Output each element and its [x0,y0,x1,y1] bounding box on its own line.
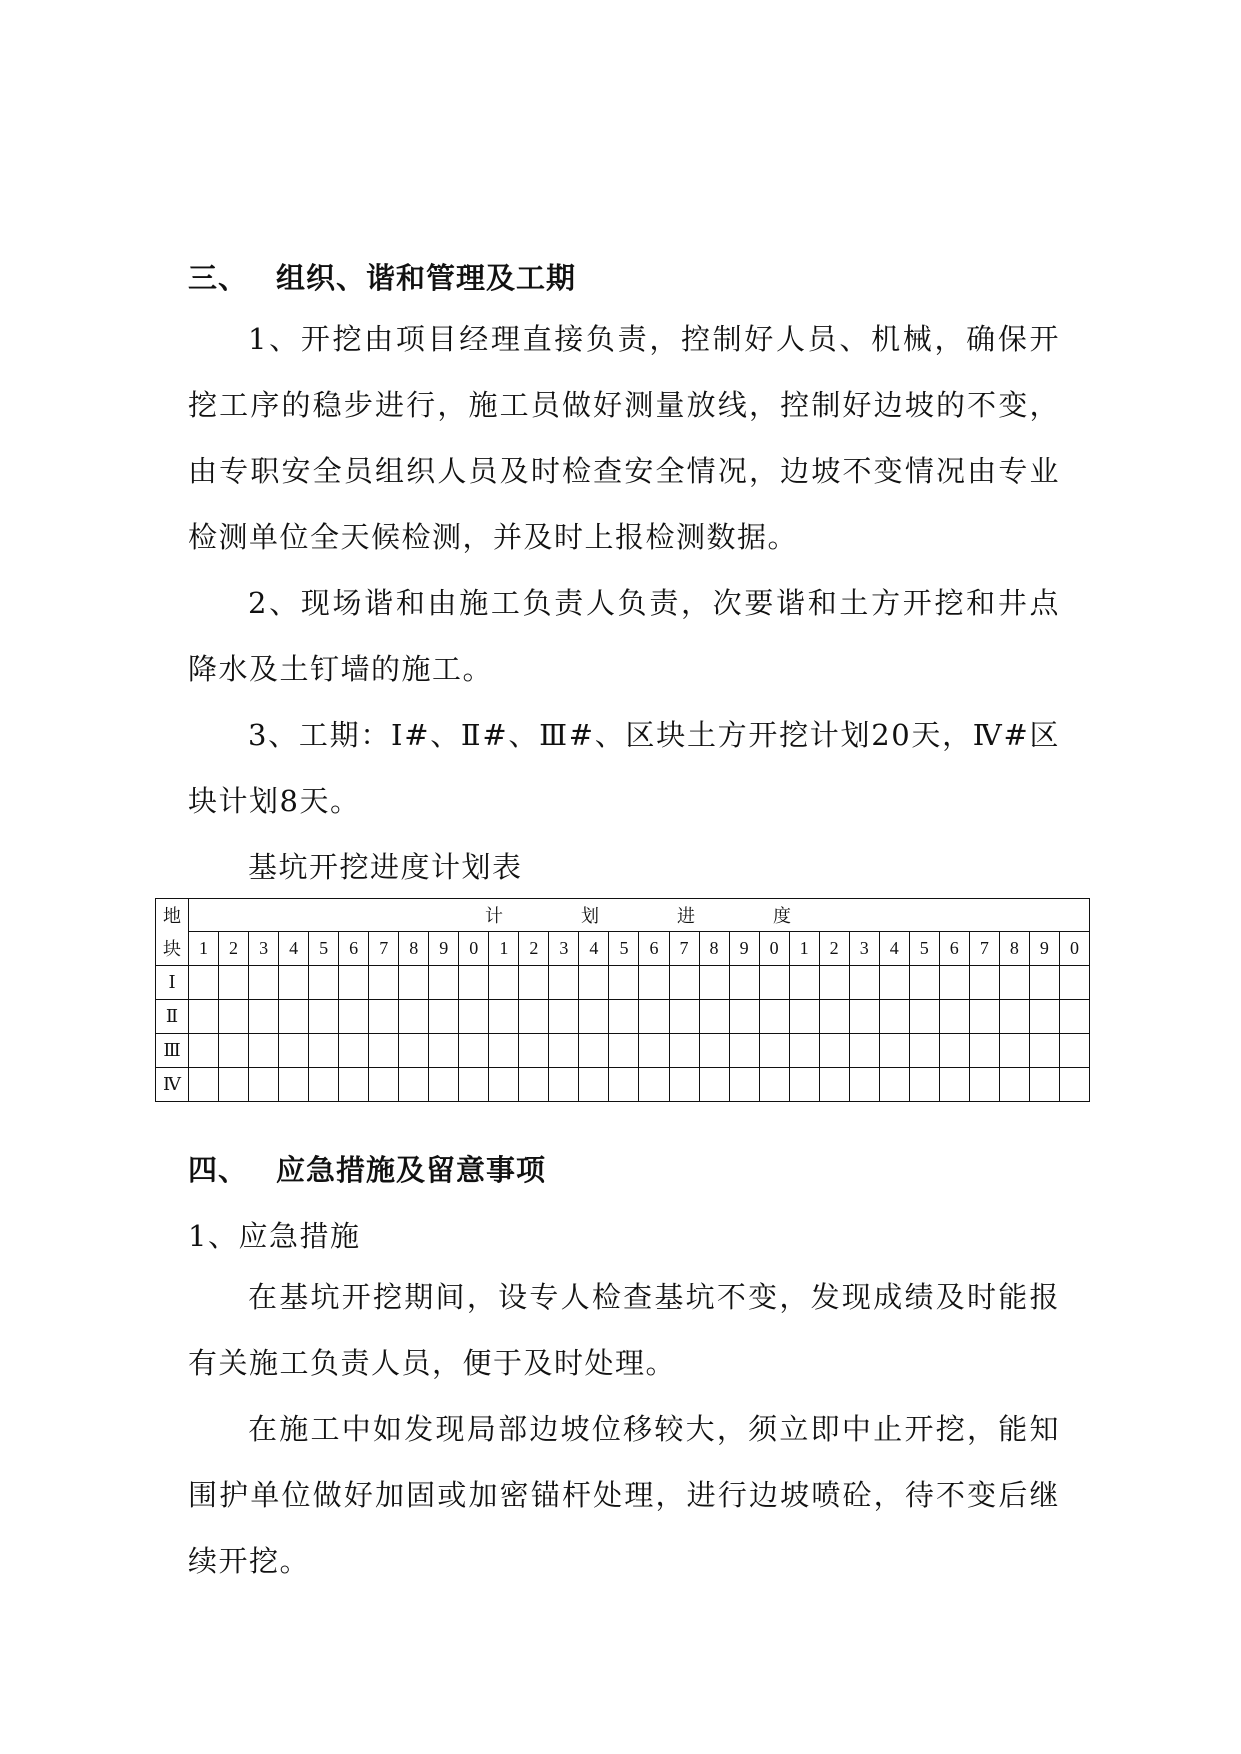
section-3-paragraph-2: 2、现场谐和由施工负责人负责，次要谐和土方开挖和井点降水及土钉墙的施工。 [188,586,1060,686]
day-cell: 0 [1059,932,1089,966]
block-label-top: 地 [156,899,189,932]
day-cell: 3 [549,932,579,966]
section-4-paragraph-2: 在施工中如发现局部边坡位移较大，须立即中止开挖，能知围护单位做好加固或加密锚杆处理，进行边坡喷砼，待不变后继续开挖。 [188,1412,1060,1578]
section-4-title: 应急措施及留意事项 [276,1153,547,1187]
block-row-label: Ⅱ [156,1000,189,1034]
day-cell: 9 [429,932,459,966]
day-cell: 1 [489,932,519,966]
schedule-table [155,898,1090,1102]
block-row-3 [156,1034,1090,1068]
block-row-1 [156,966,1090,1000]
block-row-4 [156,1068,1090,1102]
section-3-paragraph-3: 3、工期：Ⅰ#、Ⅱ#、Ⅲ#、区块土方开挖计划20天，Ⅳ#区块计划8天。 [188,718,1060,818]
day-cell: 4 [879,932,909,966]
section-4-subheading: 1、应急措施 [188,1219,361,1253]
day-cell: 1 [189,932,219,966]
day-cell: 2 [219,932,249,966]
title-char: 进 [677,906,697,926]
day-cell: 3 [849,932,879,966]
plan-progress-title [189,899,1090,932]
section-4-number: 四、 [188,1153,249,1187]
day-cell: 3 [249,932,279,966]
section-3-heading [188,256,576,297]
block-row-2 [156,1000,1090,1034]
title-char: 度 [773,906,793,926]
day-cell: 6 [339,932,369,966]
day-cell: 0 [759,932,789,966]
day-cell: 2 [519,932,549,966]
section-3-paragraph-1: 1、开挖由项目经理直接负责，控制好人员、机械，确保开挖工序的稳步进行，施工员做好测量放线，控制好边坡的不变，由专职安全员组织人员及时检查安全情况，边坡不变情况由专业检测单位全天候检测，并及时上报检测数据。 [188,322,1060,554]
day-cell: 5 [609,932,639,966]
table-day-row [156,932,1090,966]
block-row-label: Ⅰ [156,966,189,1000]
day-cell: 2 [819,932,849,966]
day-cell: 7 [369,932,399,966]
table-title-row [156,899,1090,932]
title-char: 计 [485,906,505,926]
day-cell: 5 [309,932,339,966]
table-caption: 基坑开挖进度计划表 [248,850,523,884]
block-row-label: Ⅳ [156,1068,189,1102]
day-cell: 8 [399,932,429,966]
section-3-title: 组织、谐和管理及工期 [276,261,577,295]
day-cell: 4 [579,932,609,966]
day-cell: 0 [459,932,489,966]
day-cell: 1 [789,932,819,966]
day-cell: 6 [639,932,669,966]
section-3-number: 三、 [188,261,249,295]
day-cell: 8 [999,932,1029,966]
day-cell: 4 [279,932,309,966]
title-char: 划 [581,906,601,926]
day-cell: 9 [729,932,759,966]
section-4-heading [188,1148,546,1189]
day-cell: 5 [909,932,939,966]
day-cell: 7 [669,932,699,966]
day-cell: 9 [1029,932,1059,966]
block-row-label: Ⅲ [156,1034,189,1068]
day-cell: 6 [939,932,969,966]
block-label-bottom: 块 [156,932,189,966]
day-cell: 8 [699,932,729,966]
day-cell: 7 [969,932,999,966]
section-4-paragraph-1: 在基坑开挖期间，设专人检查基坑不变，发现成绩及时能报有关施工负责人员，便于及时处理。 [188,1280,1060,1380]
